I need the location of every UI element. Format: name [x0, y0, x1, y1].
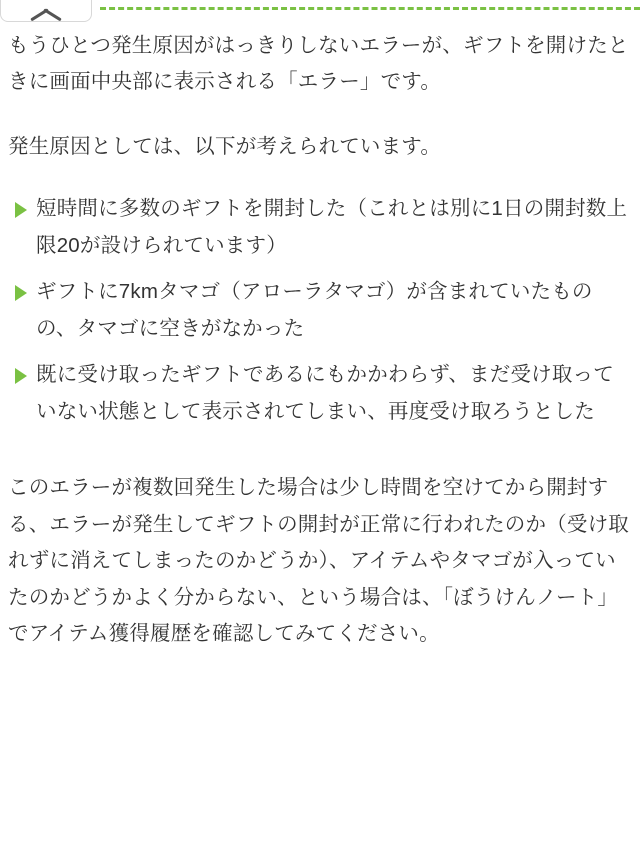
cause-list [8, 191, 632, 430]
list-item-label: 短時間に多数のギフトを開封した（これとは別に1日の開封数上限20が設けられています） [36, 197, 628, 257]
list-item [8, 274, 632, 347]
list-item [8, 191, 632, 264]
section-spacer [8, 440, 632, 470]
dashed-divider [100, 7, 640, 10]
list-item-label: 既に受け取ったギフトであるにもかかわらず、まだ受け取っていない状態として表示されてしまい、再度受け取ろうとした [36, 363, 614, 423]
chevron-up-icon [29, 1, 63, 19]
collapse-tab-button[interactable] [0, 0, 92, 22]
top-bar [0, 0, 640, 22]
paragraph-closing: このエラーが複数回発生した場合は少し時間を空けてから開封する、エラーが発生してギフトの開封が正常に行われたのか（受け取れずに消えてしまったのかどうか）、アイテムやタマゴが入っていたのかどうかよく分からない、という場合は、「ぼうけんノート」でアイテム獲得履歴を確認してみてください。 [8, 476, 629, 646]
triangle-right-icon [15, 368, 27, 384]
article-content [0, 22, 640, 653]
paragraph-intro: もうひとつ発生原因がはっきりしないエラーが、ギフトを開けたときに画面中央部に表示される「エラー」です。 [8, 34, 629, 94]
triangle-right-icon [15, 202, 27, 218]
list-item [8, 357, 632, 430]
list-item-label: ギフトに7kmタマゴ（アローラタマゴ）が含まれていたものの、タマゴに空きがなかった [36, 280, 593, 340]
triangle-right-icon [15, 285, 27, 301]
paragraph-causes-lead: 発生原因としては、以下が考えられています。 [8, 134, 442, 158]
